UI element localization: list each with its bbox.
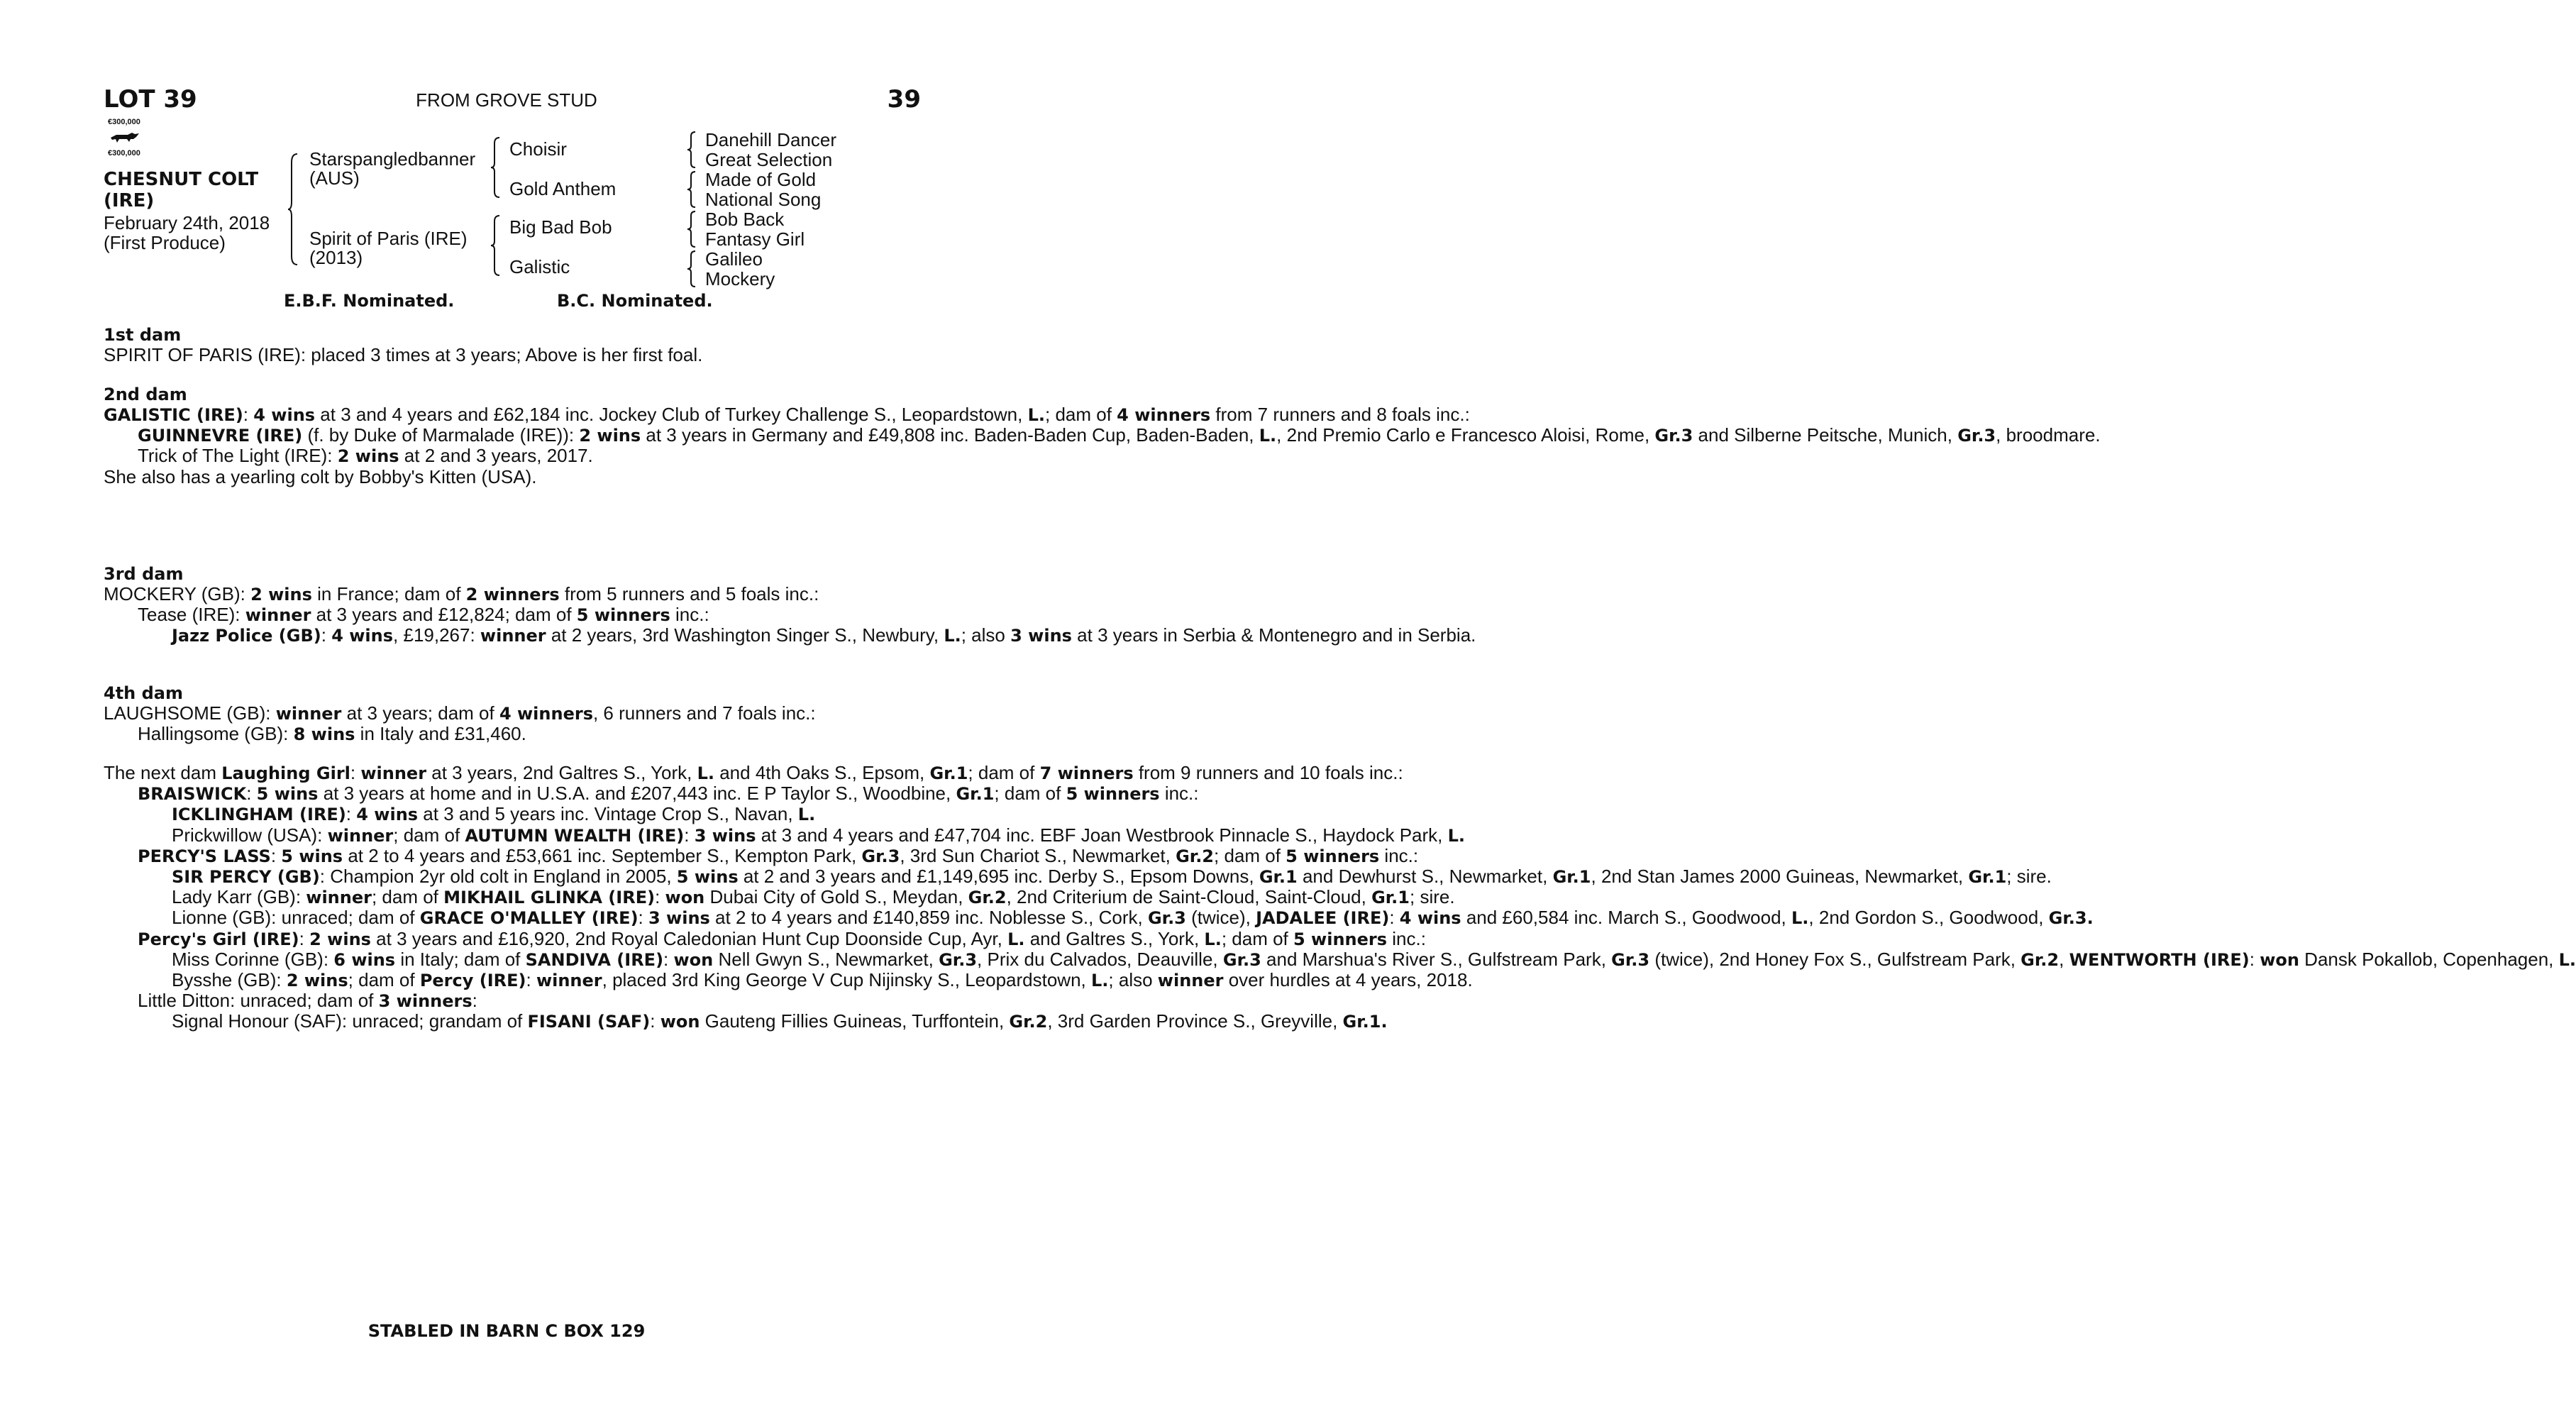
bc-nominated: B.C. Nominated.	[557, 291, 713, 311]
third-dam-section	[104, 564, 1476, 646]
lot-label: LOT 39	[104, 85, 197, 114]
miss-corinne-entry: Miss Corinne (GB): 6 wins in Italy; dam of SANDIVA (IRE): won Nell Gwyn S., Newmarket, Gr.3, Prix du Calvados, Deauville, Gr.3 and Marshua's River S., Gulfstream Park, Gr.3 (twice), 2nd Honey Fox S., Gulfstream Park, Gr.2, WENTWORTH (IRE): won Dansk Pokallob, Copenhagen, L.	[172, 948, 2576, 970]
dam-dam: Galistic	[509, 256, 570, 277]
horse-foaled	[104, 213, 270, 253]
bysshe-entry: Bysshe (GB): 2 wins; dam of Percy (IRE): winner, placed 3rd King George V Cup Nijinsky S., Leopardstown, L.; also winner over hurdles at 4 years, 2018.	[172, 969, 1473, 991]
lot-number: 39	[887, 85, 921, 114]
sire-sire: Choisir	[509, 138, 567, 160]
foaling-date: February 24th, 2018	[104, 212, 270, 233]
dam-name: Spirit of Paris (IRE)	[309, 228, 468, 249]
hallingsome-entry: Hallingsome (GB): 8 wins in Italy and £31,460.	[138, 723, 526, 745]
yearling-note: She also has a yearling colt by Bobby's Kitten (USA).	[104, 465, 537, 487]
second-dam-heading: 2nd dam	[104, 385, 187, 404]
lady-karr-entry: Lady Karr (GB): winner; dam of MIKHAIL GLINKA (IRE): won Dubai City of Gold S., Meydan, Gr.2, 2nd Criterium de Saint-Cloud, Saint-Cloud, Gr.1; sire.	[172, 886, 1455, 908]
dam-sire: Big Bad Bob	[509, 216, 612, 238]
sire-bracket	[490, 136, 504, 200]
laughsome-entry: LAUGHSOME (GB): winner at 3 years; dam of 4 winners, 6 runners and 7 foals inc.:	[104, 702, 816, 724]
ebf-nominated: E.B.F. Nominated.	[284, 291, 455, 311]
gg-sdd: National Song	[705, 189, 822, 210]
gg-dsd: Fantasy Girl	[705, 228, 805, 250]
stabled-location: STABLED IN BARN C BOX 129	[367, 1321, 646, 1341]
sire-origin: (AUS)	[309, 167, 360, 189]
percys-girl-entry: Percy's Girl (IRE): 2 wins at 3 years and £16,920, 2nd Royal Caledonian Hunt Cup Doonside Cup, Ayr, L. and Galtres S., York, L.; dam of 5 winners inc.:	[138, 927, 1426, 949]
dam-bracket	[490, 214, 504, 278]
trick-entry: Trick of The Light (IRE): 2 wins at 2 and 3 years, 2017.	[138, 445, 593, 467]
laughing-girl-entry: The next dam Laughing Girl: winner at 3 years, 2nd Galtres S., York, L. and 4th Oaks S., Epsom, Gr.1; dam of 7 winners from 9 runners and 10 foals inc.:	[104, 762, 1403, 783]
gg-dds: Galileo	[705, 248, 763, 270]
produce-note: (First Produce)	[104, 232, 226, 253]
emblem-bottom-text: €300,000	[108, 149, 140, 158]
fox-icon	[109, 131, 140, 145]
dam-year: (2013)	[309, 247, 363, 268]
tease-entry: Tease (IRE): winner at 3 years and £12,824; dam of 5 winners inc.:	[138, 604, 709, 626]
fourth-dam-heading: 4th dam	[104, 683, 183, 703]
emblem-top-text: €300,000	[108, 118, 140, 126]
icklingham-entry: ICKLINGHAM (IRE): 4 wins at 3 and 5 years inc. Vintage Crop S., Navan, L.	[172, 803, 816, 825]
sire-dam: Gold Anthem	[509, 178, 617, 199]
gg-ddd: Mockery	[705, 268, 775, 289]
bracket-ds	[687, 210, 698, 248]
first-dam-heading: 1st dam	[104, 325, 182, 345]
horse-title: CHESNUT COLT (IRE)	[104, 169, 259, 211]
fourth-dam-section	[104, 683, 919, 744]
lionne-entry: Lionne (GB): unraced; dam of GRACE O'MALLEY (IRE): 3 wins at 2 to 4 years and £140,859 inc. Noblesse S., Cork, Gr.3 (twice), JADALEE (IRE): 4 wins and £60,584 inc. March S., Goodwood, L., 2nd Gordon S., Goodwood, Gr.3.	[172, 907, 2094, 929]
third-dam-heading: 3rd dam	[104, 564, 184, 584]
first-dam-section	[104, 325, 919, 365]
percys-lass-entry: PERCY'S LASS: 5 wins at 2 to 4 years and £53,661 inc. September S., Kempton Park, Gr.3, 3rd Sun Chariot S., Newmarket, Gr.2; dam of 5 winners inc.:	[138, 844, 1419, 866]
sir-percy-entry: SIR PERCY (GB): Champion 2yr old colt in England in 2005, 5 wins at 2 and 3 years and £1,149,695 inc. Derby S., Epsom Downs, Gr.1 and Dewhurst S., Newmarket, Gr.1, 2nd Stan James 2000 Guineas, Newmarket, Gr.1; sire.	[172, 866, 2052, 888]
sire-name: Starspangledbanner	[309, 148, 476, 170]
braiswick-entry: BRAISWICK: 5 wins at 3 years at home and in U.S.A. and £207,443 inc. E P Taylor S., Woodbine, Gr.1; dam of 5 winners inc.:	[138, 783, 1199, 805]
second-dam-section	[104, 385, 2101, 487]
mockery-entry: MOCKERY (GB): 2 wins in France; dam of 2 winners from 5 runners and 5 foals inc.:	[104, 583, 819, 604]
gg-ssd: Great Selection	[705, 149, 833, 170]
galistic-entry: GALISTIC (IRE): 4 wins at 3 and 4 years and £62,184 inc. Jockey Club of Turkey Challenge S., Leopardstown, L.; dam of 4 winners from 7 runners and 8 foals inc.:	[104, 404, 1470, 425]
main-bracket	[287, 153, 302, 266]
bracket-dd	[687, 250, 698, 288]
guinnevre-entry: GUINNEVRE (IRE) (f. by Duke of Marmalade (IRE)): 2 wins at 3 years in Germany and £49,808 inc. Baden-Baden Cup, Baden-Baden, L., 2nd Premio Carlo e Francesco Aloisi, Rome, Gr.3 and Silberne Peitsche, Munich, Gr.3, broodmare.	[138, 424, 2101, 446]
first-dam-text: SPIRIT OF PARIS (IRE): placed 3 times at 3 years; Above is her first foal.	[104, 344, 703, 365]
gg-sss: Danehill Dancer	[705, 129, 836, 150]
bracket-ss	[687, 131, 698, 169]
gg-sds: Made of Gold	[705, 169, 817, 190]
next-dam-section	[104, 762, 2576, 1032]
gg-dss: Bob Back	[705, 209, 785, 230]
price-emblem	[104, 118, 153, 163]
signal-honour-entry: Signal Honour (SAF): unraced; grandam of FISANI (SAF): won Gauteng Fillies Guineas, Turffontein, Gr.2, 3rd Garden Province S., Greyville, Gr.1.	[172, 1010, 1388, 1032]
prickwillow-entry: Prickwillow (USA): winner; dam of AUTUMN WEALTH (IRE): 3 wins at 3 and 4 years and £47,704 inc. EBF Joan Westbrook Pinnacle S., Haydock Park, L.	[172, 824, 1466, 846]
consignor: FROM GROVE STUD	[416, 89, 597, 111]
little-ditton-entry: Little Ditton: unraced; dam of 3 winners:	[138, 990, 477, 1012]
jazz-police-entry: Jazz Police (GB): 4 wins, £19,267: winner at 2 years, 3rd Washington Singer S., Newbury, L.; also 3 wins at 3 years in Serbia & Montenegro and in Serbia.	[172, 624, 1476, 646]
bracket-sd	[687, 170, 698, 209]
